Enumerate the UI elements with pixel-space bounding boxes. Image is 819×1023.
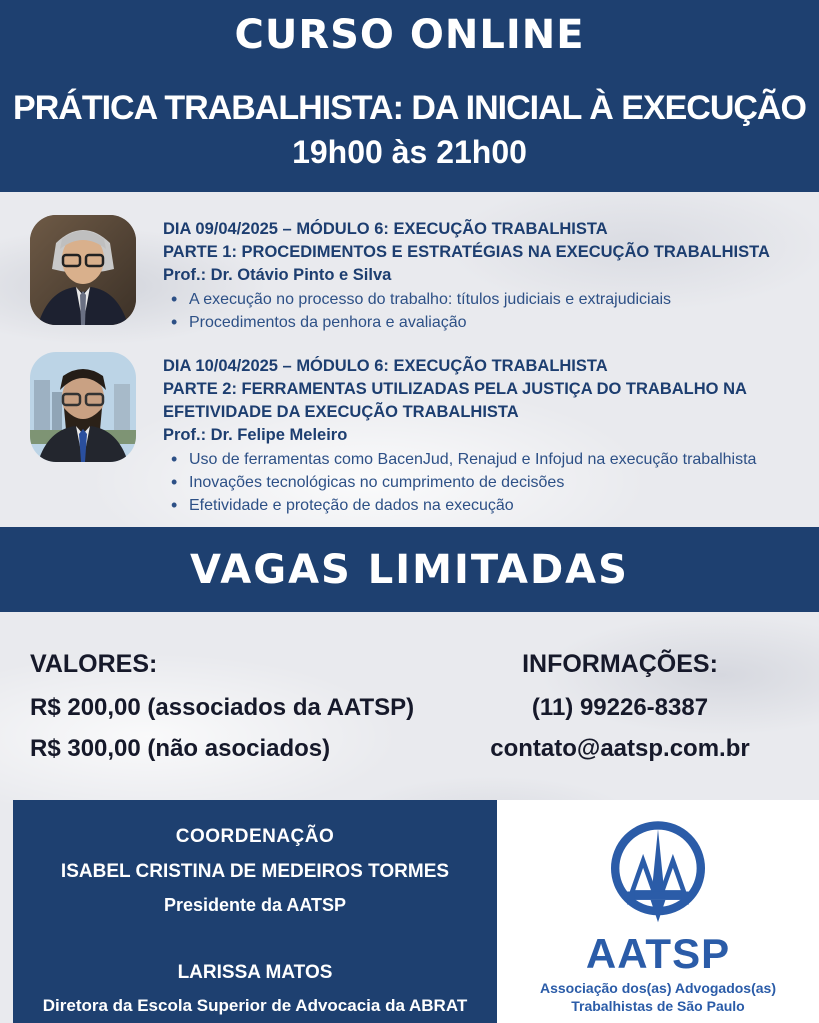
speaker-portrait-icon [30, 352, 136, 462]
aatsp-logo-panel [497, 800, 819, 1023]
vagas-text: VAGAS LIMITADAS [190, 546, 629, 593]
session-2-date: DIA 10/04/2025 – MÓDULO 6: EXECUÇÃO TRABALHISTA [163, 357, 608, 375]
coordinator-1-name: ISABEL CRISTINA DE MEDEIROS TORMES [60, 861, 450, 882]
course-time: 19h00 às 21h00 [292, 134, 527, 170]
session-1-text [163, 218, 808, 334]
price-associados: R$ 200,00 (associados da AATSP) [30, 694, 415, 721]
aatsp-subtitle [540, 979, 776, 1015]
session-2-text [163, 355, 808, 517]
speaker-portrait-icon [30, 215, 136, 325]
topic-item: • A execução no processo do trabalho: títulos judiciais e extrajudiciais [163, 288, 808, 311]
session-2-part: PARTE 2: FERRAMENTAS UTILIZADAS PELA JUSTIÇA DO TRABALHO NA EFETIVIDADE DA EXECUÇÃO TRABALHISTA [163, 380, 747, 421]
course-kicker: CURSO ONLINE [234, 12, 585, 58]
coordinator-2-role: Diretora da Escola Superior de Advocacia da ABRAT [42, 996, 468, 1015]
info-phone: (11) 99226-8387 [531, 694, 709, 721]
info-block [455, 650, 785, 776]
topic-item: • Efetividade e proteção de dados na execução [163, 494, 808, 517]
session-2-professor: Prof.: Dr. Felipe Meleiro [163, 426, 348, 444]
course-title: PRÁTICA TRABALHISTA: DA INICIAL À EXECUÇÃO [13, 89, 806, 127]
topic-item: • Uso de ferramentas como BacenJud, Renajud e Infojud na execução trabalhista [163, 448, 808, 471]
session-1 [30, 215, 136, 325]
aatsp-logo-icon [602, 818, 714, 931]
aatsp-subtitle-line2: Trabalhistas de São Paulo [571, 998, 745, 1014]
topic-item: • Procedimentos da penhora e avaliação [163, 311, 808, 334]
spacer [13, 916, 497, 949]
topic-item: • Inovações tecnológicas no cumprimento de decisões [163, 471, 808, 494]
coordination-box [13, 800, 497, 1023]
price-nao-asociados: R$ 300,00 (não asociados) [30, 735, 331, 762]
vagas-banner [0, 527, 819, 612]
speaker-photo-felipe [30, 352, 136, 462]
aatsp-subtitle-line1: Associação dos(as) Advogados(as) [540, 980, 776, 996]
pricing-heading: VALORES: [30, 650, 158, 678]
coordinator-1-role: Presidente da AATSP [163, 895, 347, 915]
coordinator-2-name: LARISSA MATOS [177, 962, 333, 983]
coordination-heading: COORDENAÇÃO [175, 826, 335, 847]
speaker-photo-otavio [30, 215, 136, 325]
info-email: contato@aatsp.com.br [490, 735, 750, 762]
session-2-topics [163, 448, 808, 517]
session-1-topics [163, 288, 808, 334]
session-1-date: DIA 09/04/2025 – MÓDULO 6: EXECUÇÃO TRABALHISTA [163, 220, 608, 238]
info-heading: INFORMAÇÕES: [522, 650, 718, 678]
session-1-professor: Prof.: Dr. Otávio Pinto e Silva [163, 266, 392, 284]
header-band [0, 0, 819, 192]
session-1-part: PARTE 1: PROCEDIMENTOS E ESTRATÉGIAS NA EXECUÇÃO TRABALHISTA [163, 243, 770, 261]
aatsp-acronym: AATSP [585, 930, 731, 977]
session-2 [30, 352, 136, 462]
pricing-block [30, 650, 414, 776]
